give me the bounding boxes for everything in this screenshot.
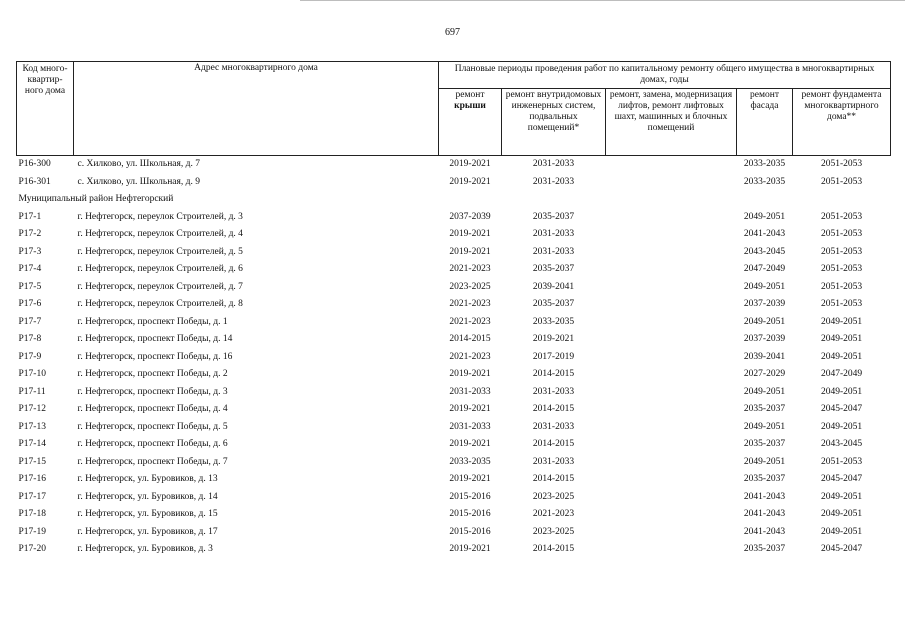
- header-periods: Плановые периоды проведения работ по капитальному ремонту общего имущества в многоквартирных домах, годы: [439, 62, 891, 89]
- cell-facade: 2033-2035: [743, 176, 786, 187]
- cell-address: г. Нефтегорск, проспект Победы, д. 16: [77, 351, 233, 362]
- cell-facade: 2049-2051: [743, 421, 786, 432]
- header-address: Адрес многоквартирного дома: [74, 62, 439, 156]
- table-row: [17, 471, 891, 489]
- cell-code: Р17-3: [18, 246, 42, 257]
- cell-foundation: 2049-2051: [820, 386, 863, 397]
- cell-foundation: 2045-2047: [820, 474, 863, 485]
- cell-foundation: 2047-2049: [820, 369, 863, 380]
- page-number: 697: [445, 27, 460, 38]
- cell-code: Р17-1: [18, 211, 42, 222]
- table-row: [17, 401, 891, 419]
- cell-foundation: 2045-2047: [820, 544, 863, 555]
- cell-roof: 2019-2021: [449, 474, 491, 485]
- cell-address: с. Хилково, ул. Школьная, д. 7: [77, 159, 200, 170]
- cell-facade: 2041-2043: [743, 526, 786, 537]
- cell-roof: 2021-2023: [449, 351, 491, 362]
- cell-lifts: [606, 488, 737, 506]
- top-rule: [300, 0, 905, 1]
- cell-engineering: 2014-2015: [532, 544, 575, 555]
- cell-roof: 2019-2021: [449, 544, 491, 555]
- cell-engineering: 2031-2033: [532, 386, 575, 397]
- table-row: [17, 436, 891, 454]
- cell-roof: 2019-2021: [449, 229, 491, 240]
- cell-code: Р17-6: [18, 299, 42, 310]
- cell-engineering: 2031-2033: [532, 229, 575, 240]
- cell-address: г. Нефтегорск, проспект Победы, д. 3: [77, 386, 228, 397]
- cell-code: Р17-13: [18, 421, 46, 432]
- cell-foundation: 2049-2051: [820, 421, 863, 432]
- cell-lifts: [606, 471, 737, 489]
- cell-address: с. Хилково, ул. Школьная, д. 9: [77, 176, 200, 187]
- cell-code: Р17-14: [18, 439, 46, 450]
- cell-roof: 2019-2021: [449, 176, 491, 187]
- header-foundation: ремонт фундамента многоквартирного дома**: [793, 88, 891, 155]
- cell-engineering: 2035-2037: [532, 211, 575, 222]
- cell-facade: 2047-2049: [743, 264, 786, 275]
- cell-lifts: [606, 523, 737, 541]
- cell-foundation: 2051-2053: [820, 176, 863, 187]
- cell-address: г. Нефтегорск, ул. Буровиков, д. 14: [77, 491, 218, 502]
- cell-roof: 2019-2021: [449, 439, 491, 450]
- cell-engineering: 2035-2037: [532, 264, 575, 275]
- cell-lifts: [606, 383, 737, 401]
- cell-foundation: 2051-2053: [820, 281, 863, 292]
- cell-lifts: [606, 348, 737, 366]
- table-row: [17, 278, 891, 296]
- cell-code: Р17-11: [18, 386, 46, 397]
- cell-address: г. Нефтегорск, переулок Строителей, д. 6: [77, 264, 243, 275]
- cell-code: Р17-8: [18, 334, 42, 345]
- cell-engineering: 2014-2015: [532, 369, 575, 380]
- cell-facade: 2027-2029: [743, 369, 786, 380]
- cell-address: г. Нефтегорск, проспект Победы, д. 6: [77, 439, 228, 450]
- cell-lifts: [606, 418, 737, 436]
- cell-facade: 2033-2035: [743, 159, 786, 170]
- cell-code: Р17-5: [18, 281, 42, 292]
- cell-facade: 2037-2039: [743, 334, 786, 345]
- cell-facade: 2035-2037: [743, 544, 786, 555]
- cell-lifts: [606, 208, 737, 226]
- cell-facade: 2041-2043: [743, 509, 786, 520]
- cell-roof: 2021-2023: [449, 299, 491, 310]
- cell-code: Р17-12: [18, 404, 46, 415]
- cell-facade: 2049-2051: [743, 211, 786, 222]
- cell-foundation: 2051-2053: [820, 229, 863, 240]
- cell-address: г. Нефтегорск, ул. Буровиков, д. 15: [77, 509, 218, 520]
- cell-lifts: [606, 173, 737, 191]
- cell-engineering: 2031-2033: [532, 421, 575, 432]
- cell-roof: 2019-2021: [449, 246, 491, 257]
- cell-lifts: [606, 401, 737, 419]
- cell-engineering: 2021-2023: [532, 509, 575, 520]
- cell-foundation: 2049-2051: [820, 334, 863, 345]
- cell-facade: 2049-2051: [743, 281, 786, 292]
- table-row: [17, 243, 891, 261]
- cell-lifts: [606, 313, 737, 331]
- cell-lifts: [606, 331, 737, 349]
- cell-lifts: [606, 155, 737, 173]
- cell-foundation: 2051-2053: [820, 299, 863, 310]
- capital-repair-table: [16, 61, 891, 559]
- cell-foundation: 2049-2051: [820, 491, 863, 502]
- cell-engineering: 2031-2033: [532, 159, 575, 170]
- cell-code: Р17-10: [18, 369, 46, 380]
- cell-engineering: 2031-2033: [532, 246, 575, 257]
- cell-foundation: 2051-2053: [820, 246, 863, 257]
- cell-roof: 2019-2021: [449, 369, 491, 380]
- cell-address: г. Нефтегорск, проспект Победы, д. 14: [77, 334, 233, 345]
- cell-foundation: 2051-2053: [820, 211, 863, 222]
- table-body: [17, 155, 891, 559]
- cell-code: Р16-301: [18, 176, 51, 187]
- cell-lifts: [606, 436, 737, 454]
- header-lifts: ремонт, замена, модернизация лифтов, ремонт лифтовых шахт, машинных и блочных помещений: [606, 88, 737, 155]
- cell-engineering: 2023-2025: [532, 526, 575, 537]
- table-row: [17, 173, 891, 191]
- header-roof-line2: крыши: [454, 100, 486, 111]
- cell-roof: 2014-2015: [449, 334, 491, 345]
- cell-facade: 2049-2051: [743, 316, 786, 327]
- cell-roof: 2031-2033: [449, 386, 491, 397]
- cell-facade: 2039-2041: [743, 351, 786, 362]
- cell-foundation: 2051-2053: [820, 159, 863, 170]
- cell-engineering: 2014-2015: [532, 439, 575, 450]
- cell-roof: 2021-2023: [449, 264, 491, 275]
- cell-address: г. Нефтегорск, ул. Буровиков, д. 13: [77, 474, 218, 485]
- cell-code: Р17-2: [18, 229, 42, 240]
- cell-code: Р17-16: [18, 474, 46, 485]
- cell-facade: 2035-2037: [743, 439, 786, 450]
- cell-address: г. Нефтегорск, переулок Строителей, д. 5: [77, 246, 243, 257]
- table-row: [17, 383, 891, 401]
- cell-lifts: [606, 243, 737, 261]
- cell-lifts: [606, 366, 737, 384]
- cell-address: г. Нефтегорск, проспект Победы, д. 2: [77, 369, 228, 380]
- table-row: [17, 155, 891, 173]
- cell-lifts: [606, 261, 737, 279]
- table-row: [17, 348, 891, 366]
- cell-foundation: 2043-2045: [820, 439, 863, 450]
- table-row: [17, 418, 891, 436]
- cell-address: г. Нефтегорск, переулок Строителей, д. 4: [77, 229, 243, 240]
- cell-foundation: 2051-2053: [820, 456, 863, 467]
- section-row: [17, 191, 891, 209]
- cell-address: г. Нефтегорск, переулок Строителей, д. 7: [77, 281, 243, 292]
- cell-roof: 2015-2016: [449, 491, 491, 502]
- table-row: [17, 453, 891, 471]
- cell-facade: 2035-2037: [743, 474, 786, 485]
- cell-address: г. Нефтегорск, переулок Строителей, д. 8: [77, 299, 243, 310]
- cell-lifts: [606, 296, 737, 314]
- cell-engineering: 2033-2035: [532, 316, 575, 327]
- cell-foundation: 2049-2051: [820, 526, 863, 537]
- header-facade: ремонт фасада: [737, 88, 793, 155]
- cell-roof: 2015-2016: [449, 526, 491, 537]
- cell-address: г. Нефтегорск, проспект Победы, д. 4: [77, 404, 228, 415]
- table-row: [17, 226, 891, 244]
- cell-address: г. Нефтегорск, ул. Буровиков, д. 17: [77, 526, 218, 537]
- section-title: Муниципальный район Нефтегорский: [18, 194, 174, 205]
- cell-foundation: 2045-2047: [820, 404, 863, 415]
- table-row: [17, 296, 891, 314]
- cell-roof: 2015-2016: [449, 509, 491, 520]
- table-row: [17, 488, 891, 506]
- table-row: [17, 313, 891, 331]
- cell-foundation: 2049-2051: [820, 316, 863, 327]
- cell-roof: 2033-2035: [449, 456, 491, 467]
- cell-code: Р17-7: [18, 316, 42, 327]
- cell-facade: 2043-2045: [743, 246, 786, 257]
- table-row: [17, 261, 891, 279]
- cell-facade: 2037-2039: [743, 299, 786, 310]
- cell-code: Р16-300: [18, 159, 51, 170]
- cell-facade: 2035-2037: [743, 404, 786, 415]
- cell-lifts: [606, 278, 737, 296]
- cell-lifts: [606, 541, 737, 559]
- cell-code: Р17-19: [18, 526, 46, 537]
- header-roof-line1: ремонт: [455, 89, 485, 100]
- table-row: [17, 331, 891, 349]
- cell-foundation: 2051-2053: [820, 264, 863, 275]
- cell-code: Р17-4: [18, 264, 42, 275]
- cell-address: г. Нефтегорск, переулок Строителей, д. 3: [77, 211, 243, 222]
- table-row: [17, 208, 891, 226]
- cell-code: Р17-15: [18, 456, 46, 467]
- table-row: [17, 366, 891, 384]
- table-header: [17, 62, 891, 156]
- cell-address: г. Нефтегорск, проспект Победы, д. 1: [77, 316, 228, 327]
- table-row: [17, 523, 891, 541]
- header-engineering: ремонт внутридомовых инженерных систем, подвальных помещений*: [502, 88, 606, 155]
- cell-facade: 2041-2043: [743, 229, 786, 240]
- cell-engineering: 2014-2015: [532, 474, 575, 485]
- cell-facade: 2041-2043: [743, 491, 786, 502]
- cell-foundation: 2049-2051: [820, 509, 863, 520]
- cell-address: г. Нефтегорск, ул. Буровиков, д. 3: [77, 544, 213, 555]
- cell-lifts: [606, 226, 737, 244]
- cell-facade: 2049-2051: [743, 456, 786, 467]
- cell-facade: 2049-2051: [743, 386, 786, 397]
- table-row: [17, 541, 891, 559]
- header-code: Код много-квартир-ного дома: [17, 62, 74, 156]
- cell-roof: 2023-2025: [449, 281, 491, 292]
- cell-engineering: 2023-2025: [532, 491, 575, 502]
- cell-engineering: 2031-2033: [532, 456, 575, 467]
- cell-code: Р17-18: [18, 509, 46, 520]
- cell-code: Р17-20: [18, 544, 46, 555]
- cell-roof: 2019-2021: [449, 159, 491, 170]
- cell-address: г. Нефтегорск, проспект Победы, д. 5: [77, 421, 228, 432]
- cell-roof: 2021-2023: [449, 316, 491, 327]
- cell-engineering: 2014-2015: [532, 404, 575, 415]
- cell-code: Р17-9: [18, 351, 42, 362]
- table-row: [17, 506, 891, 524]
- cell-roof: 2037-2039: [449, 211, 491, 222]
- cell-lifts: [606, 506, 737, 524]
- cell-engineering: 2031-2033: [532, 176, 575, 187]
- cell-roof: 2031-2033: [449, 421, 491, 432]
- cell-engineering: 2019-2021: [532, 334, 575, 345]
- cell-engineering: 2039-2041: [532, 281, 575, 292]
- cell-lifts: [606, 453, 737, 471]
- cell-address: г. Нефтегорск, проспект Победы, д. 7: [77, 456, 228, 467]
- cell-engineering: 2035-2037: [532, 299, 575, 310]
- cell-engineering: 2017-2019: [532, 351, 575, 362]
- cell-code: Р17-17: [18, 491, 46, 502]
- cell-roof: 2019-2021: [449, 404, 491, 415]
- cell-foundation: 2049-2051: [820, 351, 863, 362]
- header-roof: [439, 88, 502, 155]
